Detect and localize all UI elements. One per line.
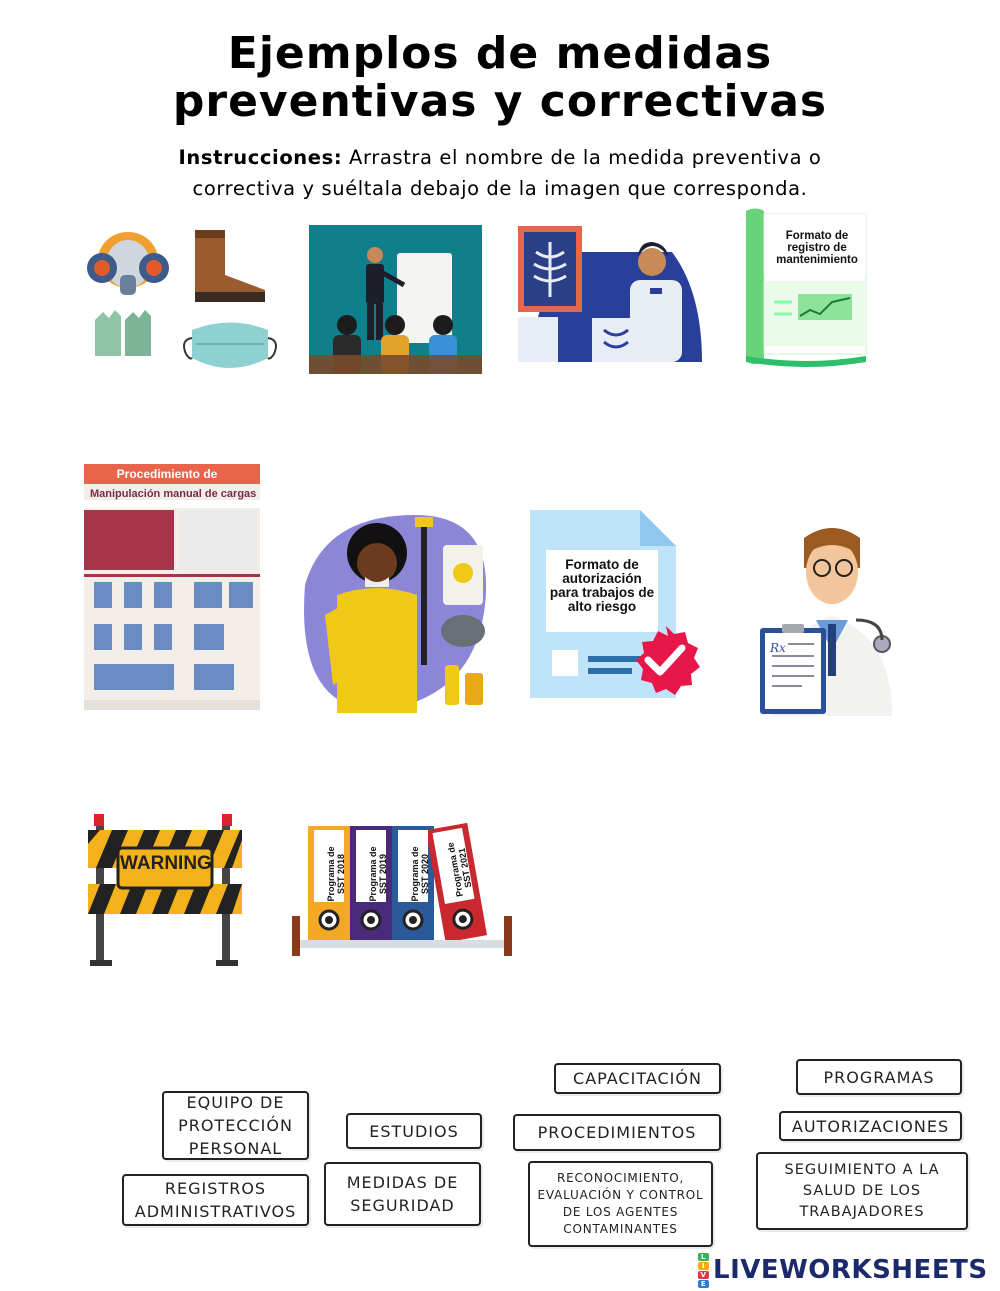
gas-mask-icon — [87, 232, 169, 295]
ppe-image — [80, 220, 280, 380]
card-procedimientos[interactable]: PROCEDIMIENTOS — [513, 1114, 721, 1151]
warning-text: WARNING — [120, 853, 212, 874]
binder-label-3: Programa de SST 2020 — [410, 846, 430, 902]
title-line-1: Ejemplos de medidas — [227, 28, 773, 79]
card-capacitacion[interactable]: CAPACITACIÓN — [554, 1063, 721, 1094]
maintenance-log-text: Formato de registro de mantenimiento — [776, 230, 858, 266]
instructions-text-1: Arrastra el nombre de la medida preventiva o — [349, 146, 822, 169]
gloves-icon — [95, 310, 151, 356]
instructions-label: Instrucciones: — [178, 146, 343, 169]
studies-image — [512, 222, 706, 370]
liveworksheets-logo — [698, 1254, 988, 1286]
svg-text:Rx: Rx — [770, 641, 786, 655]
title-line-2: preventivas y correctivas — [172, 76, 828, 127]
card-reconocimiento[interactable]: RECONOCIMIENTO, EVALUACIÓN Y CONTROL DE LOS AGENTES CONTAMINANTES — [528, 1161, 713, 1247]
doctor-image — [752, 520, 912, 716]
boot-icon — [195, 230, 265, 302]
binder-label-1: Programa de SST 2018 — [326, 846, 346, 902]
security-measures-image — [285, 505, 490, 713]
procedure-title: Manipulación manual de cargas — [90, 488, 257, 500]
card-registros[interactable]: REGISTROS ADMINISTRATIVOS — [122, 1174, 309, 1226]
warning-barricade-image — [82, 806, 248, 968]
procedure-image — [84, 464, 260, 710]
card-programas[interactable]: PROGRAMAS — [796, 1059, 962, 1095]
face-mask-icon — [184, 323, 276, 369]
card-epp[interactable]: EQUIPO DE PROTECCIÓN PERSONAL — [162, 1091, 309, 1160]
maintenance-log-image — [738, 206, 868, 368]
card-autorizaciones[interactable]: AUTORIZACIONES — [779, 1111, 962, 1141]
card-estudios[interactable]: ESTUDIOS — [346, 1113, 482, 1149]
training-image — [309, 225, 482, 374]
brand-text: LIVEWORKSHEETS — [713, 1255, 988, 1285]
instructions-text-2: correctiva y suéltala debajo de la imagen que corresponda. — [192, 177, 808, 200]
liveworksheets-icon: L I V E — [698, 1253, 709, 1288]
binder-label-2: Programa de SST 2019 — [368, 846, 388, 902]
card-medidas-seguridad[interactable]: MEDIDAS DE SEGURIDAD — [324, 1162, 481, 1226]
authorization-text: Formato de autorización para trabajos de alto riesgo — [549, 557, 655, 614]
instructions — [100, 142, 900, 204]
page-title — [0, 30, 1000, 126]
programs-binders-image — [290, 816, 514, 958]
procedure-header: Procedimiento de — [116, 467, 218, 481]
authorization-image — [530, 510, 712, 700]
card-seguimiento[interactable]: SEGUIMIENTO A LA SALUD DE LOS TRABAJADORES — [756, 1152, 968, 1230]
binder-label-4: Programa de SST 2021 — [445, 841, 474, 898]
